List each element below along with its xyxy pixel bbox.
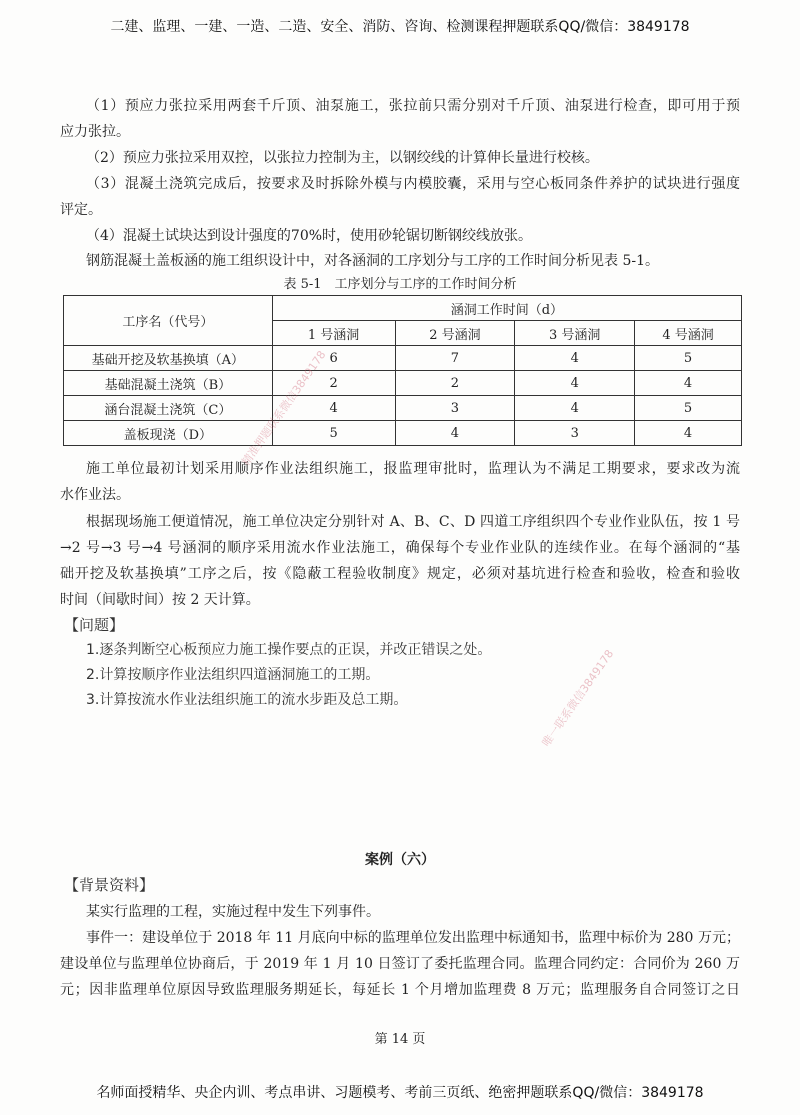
point-3-line-1: （3）混凝土浇筑完成后，按要求及时拆除外模与内模胶囊，采用与空心板同条件养护的试块进行强度 — [86, 176, 740, 192]
cell: 4 — [395, 421, 515, 446]
table-row — [64, 346, 742, 371]
row-label: 基础混凝土浇筑（B） — [64, 371, 273, 396]
cell: 5 — [635, 346, 742, 371]
point-1-line-1: （1）预应力张拉采用两套千斤顶、油泵施工，张拉前只需分别对千斤顶、油泵进行检查，即可用于预 — [86, 98, 740, 114]
table-row — [64, 396, 742, 421]
row-label: 盖板现浇（D） — [64, 421, 273, 446]
cell: 4 — [635, 371, 742, 396]
header-culvert-4: 4 号涵洞 — [635, 321, 742, 346]
cell: 4 — [635, 421, 742, 446]
cell: 2 — [272, 371, 395, 396]
point-3-line-2: 评定。 — [60, 202, 102, 218]
work-time-table — [63, 295, 742, 446]
event1-line-1: 事件一：建设单位于 2018 年 11 月底向中标的监理单位发出监理中标通知书，监理中标价为 280 万元； — [86, 930, 740, 946]
background-title: 【背景资料】 — [64, 876, 155, 894]
cell: 4 — [515, 346, 635, 371]
para2-line-1: 根据现场施工便道情况，施工单位决定分别针对 A、B、C、D 四道工序组织四个专业作业队伍，按 1 号 — [86, 514, 740, 530]
case-title: 案例（六） — [365, 852, 435, 868]
watermark: 精准押题联系微信3849178 — [239, 348, 329, 469]
cell: 7 — [395, 346, 515, 371]
cell: 3 — [515, 421, 635, 446]
para1-line-1: 施工单位最初计划采用顺序作业法组织施工，报监理审批时，监理认为不满足工期要求，要求改为流 — [86, 461, 740, 477]
page-header: 二建、监理、一建、一造、二造、安全、消防、咨询、检测课程押题联系QQ/微信：3849178 — [110, 19, 690, 35]
questions-title: 【问题】 — [64, 616, 125, 634]
para2-line-3: 础开挖及软基换填”工序之后，按《隐蔽工程验收制度》规定，必须对基坑进行检查和验收，检查和验收 — [60, 566, 740, 582]
cell: 3 — [395, 396, 515, 421]
header-process-name: 工序名（代号） — [64, 296, 273, 346]
para2-line-4: 时间（间歇时间）按 2 天计算。 — [60, 592, 260, 608]
page-number: 第 14 页 — [374, 1032, 426, 1047]
question-2: 2.计算按顺序作业法组织四道涵洞施工的工期。 — [86, 667, 380, 683]
cell: 4 — [515, 396, 635, 421]
para2-line-2: →2 号→3 号→4 号涵洞的顺序采用流水作业法施工，确保每个专业作业队的连续作业。在每个涵洞的“基 — [60, 540, 740, 556]
header-culvert-2: 2 号涵洞 — [395, 321, 515, 346]
cell: 6 — [272, 346, 395, 371]
cell: 5 — [635, 396, 742, 421]
point-4: （4）混凝土试块达到设计强度的70%时，使用砂轮锯切断钢绞线放张。 — [86, 228, 533, 244]
para1-line-2: 水作业法。 — [60, 487, 130, 503]
event1-line-3: 元；因非监理单位原因导致监理服务期延长，每延长 1 个月增加监理费 8 万元；监理服务自合同签订之日 — [60, 982, 740, 998]
page-footer: 名师面授精华、央企内训、考点串讲、习题模考、考前三页纸、绝密押题联系QQ/微信：3849178 — [96, 1085, 704, 1101]
cell: 4 — [272, 396, 395, 421]
background-text: 某实行监理的工程，实施过程中发生下列事件。 — [86, 904, 380, 920]
table-caption: 表 5-1 工序划分与工序的工作时间分析 — [283, 277, 517, 292]
header-culvert-3: 3 号涵洞 — [515, 321, 635, 346]
row-label: 涵台混凝土浇筑（C） — [64, 396, 273, 421]
question-1: 1.逐条判断空心板预应力施工操作要点的正误，并改正错误之处。 — [86, 642, 492, 658]
cell: 4 — [515, 371, 635, 396]
point-2: （2）预应力张拉采用双控，以张拉力控制为主，以钢绞线的计算伸长量进行校核。 — [86, 150, 599, 166]
cell: 5 — [272, 421, 395, 446]
event1-line-2: 建设单位与监理单位协商后，于 2019 年 1 月 10 日签订了委托监理合同。监理合同约定：合同价为 260 万 — [60, 956, 740, 972]
point-1-line-2: 应力张拉。 — [60, 124, 130, 140]
question-3: 3.计算按流水作业法组织施工的流水步距及总工期。 — [86, 692, 408, 708]
row-label: 基础开挖及软基换填（A） — [64, 346, 273, 371]
table-row — [64, 421, 742, 446]
cell: 2 — [395, 371, 515, 396]
watermark: 唯一联系微信3849178 — [539, 647, 617, 750]
header-culvert-1: 1 号涵洞 — [272, 321, 395, 346]
intro-text: 钢筋混凝土盖板涵的施工组织设计中，对各涵洞的工序划分与工序的工作时间分析见表 5-1。 — [86, 253, 659, 269]
header-group: 涵洞工作时间（d） — [272, 296, 741, 321]
table-row — [64, 371, 742, 396]
